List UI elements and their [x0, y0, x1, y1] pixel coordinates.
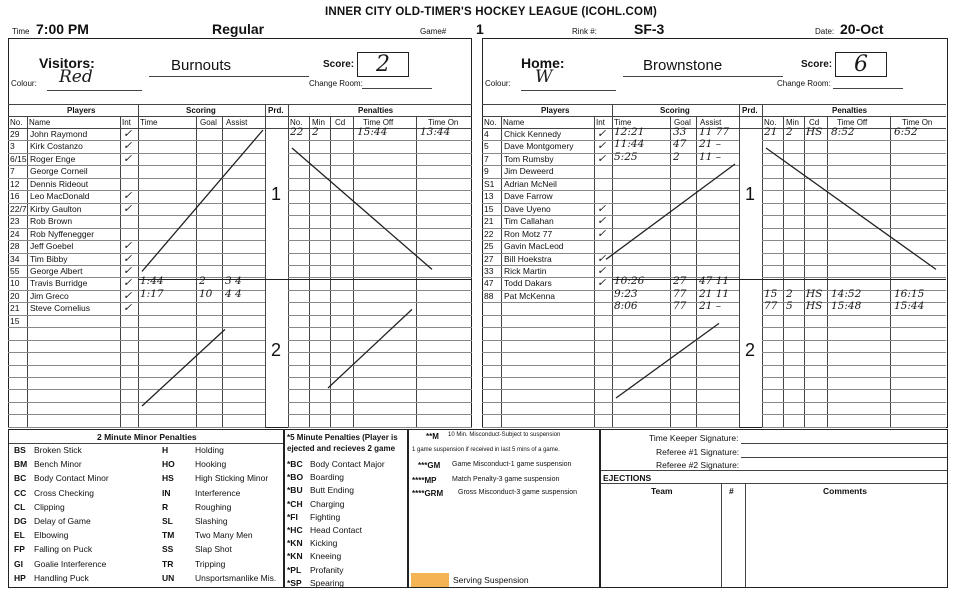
home-team-name: Brownstone: [643, 57, 723, 74]
major-code: *FI: [287, 511, 298, 522]
major-code: *KN: [287, 538, 303, 549]
visitors-col-time-on: Time On: [428, 118, 459, 127]
home-players-header: Players: [541, 106, 570, 115]
visitors-goal-time: 1:17: [140, 287, 164, 300]
home-goal-scorer: 2: [673, 150, 680, 163]
visitors-score-label: Score:: [323, 59, 355, 70]
home-player-int: ✓: [597, 276, 607, 290]
serving-suspension-swatch: [411, 573, 449, 587]
home-penalty-off: 8:52: [831, 126, 855, 138]
visitors-change-room-label: Change Room:: [309, 79, 363, 88]
home-player-no: 27: [484, 253, 494, 264]
major-code: *CH: [287, 498, 303, 509]
home-goal-time: 5:25: [614, 150, 638, 163]
home-penalty-on: 16:15: [894, 287, 925, 300]
home-player-no: 15: [484, 203, 494, 214]
minor-code: HP: [14, 572, 26, 583]
visitors-goal-assist: 4 4: [225, 287, 242, 300]
misconduct-code: ***GM: [418, 461, 441, 470]
home-goal-time: 12:21: [614, 126, 645, 138]
major-code: *PL: [287, 564, 302, 575]
home-goal-assist: 11 –: [699, 150, 721, 163]
home-colour-value: W: [535, 67, 553, 87]
minor-desc: Delay of Game: [34, 516, 91, 526]
visitors-colour-label: Colour:: [11, 79, 37, 88]
visitors-player-no: 29: [10, 129, 20, 139]
date-label: Date:: [815, 27, 835, 36]
home-player-name: Chick Kennedy: [504, 129, 562, 139]
visitors-col-no: No.: [10, 118, 23, 127]
home-goal-assist: 11 77: [699, 126, 730, 138]
home-player-name: Todd Dakars: [504, 278, 552, 289]
minor-desc: Slashing: [195, 516, 228, 526]
minor-code: TM: [162, 530, 175, 541]
home-col-int: Int: [596, 118, 605, 127]
visitors-penalty-min: 2: [312, 126, 319, 138]
visitors-player-no: 16: [10, 191, 20, 202]
home-col-time: Time: [614, 118, 632, 127]
misconduct-code: **M: [426, 432, 439, 441]
home-col-assist: Assist: [700, 118, 722, 127]
visitors-goal-assist: 3 4: [225, 275, 242, 288]
minor-desc: Body Contact Minor: [34, 473, 109, 484]
minor-desc: Falling on Puck: [34, 544, 93, 555]
minor-code: CC: [14, 487, 27, 498]
minor-desc: Two Many Men: [195, 530, 253, 541]
visitors-col-assist: Assist: [226, 118, 248, 127]
misconduct-code: ****GRM: [412, 489, 444, 498]
home-player-name: Dave Uyeno: [504, 203, 551, 214]
home-col-name: Name: [503, 118, 525, 127]
home-player-no: 22: [484, 228, 494, 239]
visitors-goal-time: 1:44: [140, 275, 164, 288]
visitors-col-int: Int: [122, 118, 131, 127]
minor-desc: Interference: [195, 487, 241, 498]
home-penalty-min: 2: [786, 287, 793, 300]
home-penalties-header: Penalties: [832, 106, 868, 115]
visitors-score-value: 2: [357, 52, 409, 77]
visitors-player-no: 28: [10, 241, 20, 252]
home-player-no: 9: [484, 166, 489, 177]
visitors-label: Visitors:: [39, 55, 95, 71]
visitors-player-int: ✓: [123, 127, 133, 140]
home-goal-assist: 21 –: [699, 300, 721, 313]
visitors-player-name: Jeff Goebel: [30, 241, 74, 252]
visitors-player-no: 23: [10, 216, 20, 227]
home-change-room-label: Change Room:: [777, 79, 831, 88]
home-player-no: 33: [484, 265, 494, 276]
home-player-name: Gavin MacLeod: [504, 241, 564, 252]
minor-desc: Hooking: [195, 459, 227, 470]
home-penalty-on: 15:44: [894, 300, 925, 313]
misconduct-code: ****MP: [412, 476, 437, 485]
minor-code: UN: [162, 572, 175, 583]
home-penalty-cd: HS: [806, 126, 823, 138]
referee2-signature-label: Referee #2 Signature:: [656, 460, 740, 470]
minor-desc: Goalie Interference: [34, 558, 107, 569]
visitors-player-int: ✓: [123, 201, 133, 215]
major-code: *BU: [287, 485, 303, 496]
minor-code: R: [162, 501, 169, 512]
visitors-prd-header: Prd.: [268, 106, 284, 115]
visitors-players-header: Players: [67, 106, 96, 115]
major-code: *HC: [287, 525, 303, 536]
major-desc: Boarding: [310, 472, 345, 483]
visitors-goal-scorer: 10: [199, 287, 213, 300]
home-penalty-on: 6:52: [894, 126, 918, 138]
visitors-player-int: ✓: [123, 239, 133, 253]
major-desc: Spearing: [310, 577, 345, 588]
visitors-player-name: John Raymond: [30, 129, 88, 139]
home-player-int: ✓: [597, 127, 607, 140]
home-goal-scorer: 77: [673, 300, 687, 313]
minor-desc: Elbowing: [34, 530, 69, 541]
visitors-player-name: Leo MacDonald: [30, 191, 90, 202]
visitors-player-name: Roger Enge: [30, 153, 76, 164]
home-player-name: Tom Rumsby: [504, 153, 554, 164]
minor-desc: High Sticking Minor: [195, 473, 269, 484]
visitors-player-no: 21: [10, 303, 20, 314]
home-penalty-no: 15: [764, 287, 778, 300]
major-desc: Charging: [310, 498, 345, 509]
home-player-name: Pat McKenna: [504, 290, 556, 301]
minor-code: FP: [14, 544, 25, 555]
visitors-player-no: 24: [10, 228, 20, 239]
home-goal-scorer: 33: [673, 126, 687, 138]
home-col-pen-no: No.: [764, 118, 777, 127]
minor-code: CL: [14, 501, 26, 512]
minor-desc: Holding: [195, 445, 224, 455]
ejections-label: EJECTIONS: [603, 473, 652, 483]
home-player-no: 47: [484, 278, 494, 289]
home-penalty-off: 14:52: [831, 287, 862, 300]
major-code: *KN: [287, 551, 303, 562]
home-player-no: 25: [484, 241, 494, 252]
visitors-player-int: ✓: [123, 189, 133, 203]
home-prd-header: Prd.: [742, 106, 758, 115]
home-penalty-min: 5: [786, 300, 793, 313]
home-player-int: ✓: [597, 201, 607, 215]
date-value: 20-Oct: [840, 21, 884, 37]
visitors-col-cd: Cd: [335, 118, 346, 127]
home-goal-time: 8:06: [614, 300, 638, 313]
rink-label: Rink #:: [572, 27, 597, 36]
home-player-name: Ron Motz 77: [504, 228, 553, 239]
minor-code: BS: [14, 445, 26, 455]
visitors-penalty-off: 15:44: [357, 126, 388, 138]
minor-desc: Handling Puck: [34, 572, 89, 583]
major-desc: Butt Ending: [310, 485, 354, 496]
major-penalties-title: *5 Minute Penalties (Player is ejected and recieves 2 game: [287, 433, 398, 453]
minor-code: DG: [14, 516, 27, 526]
home-score-label: Score:: [801, 59, 833, 70]
home-goal-time: 10:26: [614, 275, 645, 288]
minor-desc: Slap Shot: [195, 544, 232, 555]
minor-code: H: [162, 445, 169, 455]
visitors-player-no: 3: [10, 141, 15, 152]
minor-code: TR: [162, 558, 174, 569]
visitors-team-name: Burnouts: [171, 57, 232, 74]
game-type: Regular: [212, 21, 265, 37]
home-player-int: ✓: [597, 251, 607, 265]
misconduct-desc: Gross Misconduct-3 game suspension: [458, 489, 578, 496]
league-title: INNER CITY OLD-TIMER'S HOCKEY LEAGUE (ICOHL.COM): [325, 6, 657, 18]
major-code: *BC: [287, 459, 303, 469]
visitors-player-int: ✓: [123, 251, 133, 265]
visitors-player-name: Travis Burridge: [30, 278, 88, 289]
major-desc: Fighting: [310, 511, 341, 522]
home-goal-assist: 21 11: [699, 287, 730, 300]
visitors-col-time-off: Time Off: [363, 118, 394, 127]
home-penalty-cd: HS: [806, 300, 823, 313]
home-player-int: ✓: [597, 139, 607, 153]
visitors-player-name: Kirk Costanzo: [30, 141, 83, 152]
visitors-player-name: George Corneil: [30, 166, 88, 177]
home-period-2: 2: [745, 340, 756, 360]
home-colour-label: Colour:: [485, 79, 511, 88]
visitors-player-name: Dennis Rideout: [30, 178, 89, 189]
visitors-col-name: Name: [29, 118, 51, 127]
home-player-int: ✓: [597, 226, 607, 240]
home-col-time-off: Time Off: [837, 118, 868, 127]
home-penalty-no: 21: [764, 126, 778, 138]
home-goal-scorer: 27: [673, 275, 687, 288]
visitors-player-int: ✓: [123, 151, 133, 165]
minor-desc: Roughing: [195, 501, 232, 512]
visitors-col-time: Time: [140, 118, 158, 127]
minor-desc: Broken Stick: [34, 445, 82, 455]
minor-desc: Unsportsmanlike Mis.: [195, 572, 277, 583]
home-player-name: Dave Montgomery: [504, 141, 574, 152]
minor-penalties-title: 2 Minute Minor Penalties: [97, 432, 197, 442]
visitors-col-goal: Goal: [200, 118, 217, 127]
minor-code: IN: [162, 487, 171, 498]
visitors-penalty-no: 22: [290, 126, 304, 138]
visitors-player-name: Rob Brown: [30, 216, 73, 227]
timekeeper-signature-label: Time Keeper Signature:: [649, 433, 739, 443]
home-goal-scorer: 77: [673, 287, 687, 300]
home-penalty-min: 2: [786, 126, 793, 138]
misconduct-desc: Game Misconduct-1 game suspension: [452, 461, 572, 468]
major-desc: Kneeing: [310, 551, 342, 562]
time-label: Time: [12, 27, 30, 36]
home-player-int: ✓: [597, 263, 607, 277]
home-player-name: Rick Martin: [504, 265, 547, 276]
major-desc: Profanity: [310, 564, 344, 575]
home-col-time-on: Time On: [902, 118, 933, 127]
visitors-penalties-header: Penalties: [358, 106, 394, 115]
visitors-player-name: Jim Greco: [30, 290, 69, 301]
visitors-player-no: 10: [10, 278, 20, 289]
home-player-no: 88: [484, 290, 494, 301]
minor-code: SL: [162, 516, 173, 526]
home-scoring-header: Scoring: [660, 106, 690, 115]
minor-desc: Tripping: [195, 558, 226, 569]
major-penalties-box: [284, 429, 408, 588]
home-goal-time: 9:23: [614, 287, 638, 300]
minor-code: HO: [162, 459, 175, 470]
ejections-number-col: #: [729, 486, 734, 496]
visitors-period-1: 1: [271, 184, 282, 204]
major-desc: Kicking: [310, 538, 338, 549]
home-player-name: Tim Callahan: [504, 216, 554, 227]
minor-code: BM: [14, 459, 28, 470]
minor-code: BC: [14, 473, 27, 484]
visitors-player-no: 12: [10, 178, 20, 189]
misconduct-desc: 10 Min. Misconduct-Subject to suspension: [448, 432, 561, 438]
minor-code: EL: [14, 530, 25, 541]
home-player-no: 7: [484, 153, 489, 164]
home-penalty-no: 77: [764, 300, 778, 313]
visitors-player-name: Steve Cornelius: [30, 303, 91, 314]
home-player-no: 21: [484, 216, 494, 227]
visitors-col-min: Min: [312, 118, 325, 127]
home-goal-scorer: 47: [673, 138, 687, 151]
home-col-cd: Cd: [809, 118, 820, 127]
major-desc: Head Contact: [310, 525, 362, 536]
visitors-player-no: 7: [10, 166, 15, 177]
home-player-int: ✓: [597, 214, 607, 228]
visitors-period-2: 2: [271, 340, 282, 360]
home-col-no: No.: [484, 118, 497, 127]
major-code: *BO: [287, 472, 304, 483]
home-col-min: Min: [786, 118, 799, 127]
major-code: *SP: [287, 577, 302, 588]
minor-desc: Clipping: [34, 501, 65, 512]
home-player-name: Adrian McNeil: [504, 178, 557, 189]
visitors-player-name: Tim Bibby: [30, 253, 68, 264]
minor-desc: Bench Minor: [34, 459, 82, 470]
visitors-goal-scorer: 2: [199, 275, 206, 288]
visitors-player-name: Rob Nyffenegger: [30, 228, 95, 239]
visitors-player-no: 15: [10, 315, 20, 326]
home-player-no: 5: [484, 141, 489, 152]
visitors-scoring-header: Scoring: [186, 106, 216, 115]
home-goal-assist: 47 11: [699, 275, 730, 288]
visitors-player-no: 22/7: [10, 203, 27, 214]
home-col-goal: Goal: [674, 118, 691, 127]
referee1-signature-label: Referee #1 Signature:: [656, 447, 740, 457]
game-label: Game#: [420, 27, 447, 36]
minor-desc: Cross Checking: [34, 487, 94, 498]
signatures-box: [600, 429, 948, 588]
time-value: 7:00 PM: [36, 21, 89, 37]
visitors-player-int: ✓: [123, 263, 133, 277]
ejections-team-col: Team: [651, 486, 673, 496]
visitors-player-no: 34: [10, 253, 20, 264]
home-player-name: Bill Hoekstra: [504, 253, 552, 264]
visitors-player-no: 6/15: [10, 153, 27, 164]
visitors-penalty-on: 13:44: [420, 126, 451, 138]
home-player-int: ✓: [597, 151, 607, 165]
home-score-value: 6: [835, 52, 887, 77]
visitors-player-no: 55: [10, 265, 20, 276]
home-goal-assist: 21 –: [699, 138, 721, 151]
home-player-no: 13: [484, 191, 494, 202]
visitors-player-int: ✓: [123, 276, 133, 290]
home-player-no: S1: [484, 178, 495, 189]
visitors-col-pen-no: No.: [290, 118, 303, 127]
visitors-player-name: Kirby Gaulton: [30, 203, 82, 214]
misconduct-desc: 1 game suspension if received in last 5 mins of a game.: [412, 447, 560, 453]
home-label: Home:: [521, 55, 565, 71]
home-period-1: 1: [745, 184, 756, 204]
visitors-player-int: ✓: [123, 139, 133, 153]
game-value: 1: [476, 21, 484, 37]
visitors-colour-value: Red: [59, 67, 93, 87]
serving-suspension-label: Serving Suspension: [453, 575, 529, 585]
visitors-player-int: ✓: [123, 301, 133, 315]
major-desc: Body Contact Major: [310, 459, 385, 469]
visitors-player-name: George Albert: [30, 265, 83, 276]
home-player-no: 4: [484, 129, 489, 139]
misconduct-desc: Match Penalty-3 game suspension: [452, 476, 560, 483]
minor-code: HS: [162, 473, 174, 484]
home-goal-time: 11:44: [614, 138, 645, 151]
home-penalty-off: 15:48: [831, 300, 862, 313]
visitors-player-int: ✓: [123, 288, 133, 302]
home-penalty-cd: HS: [806, 287, 823, 300]
visitors-player-no: 20: [10, 290, 20, 301]
rink-value: SF-3: [634, 21, 665, 37]
ejections-comments-col: Comments: [823, 486, 867, 496]
home-player-name: Dave Farrow: [504, 191, 553, 202]
minor-code: SS: [162, 544, 174, 555]
minor-code: GI: [14, 558, 23, 569]
home-player-name: Jim Deweerd: [504, 166, 554, 177]
